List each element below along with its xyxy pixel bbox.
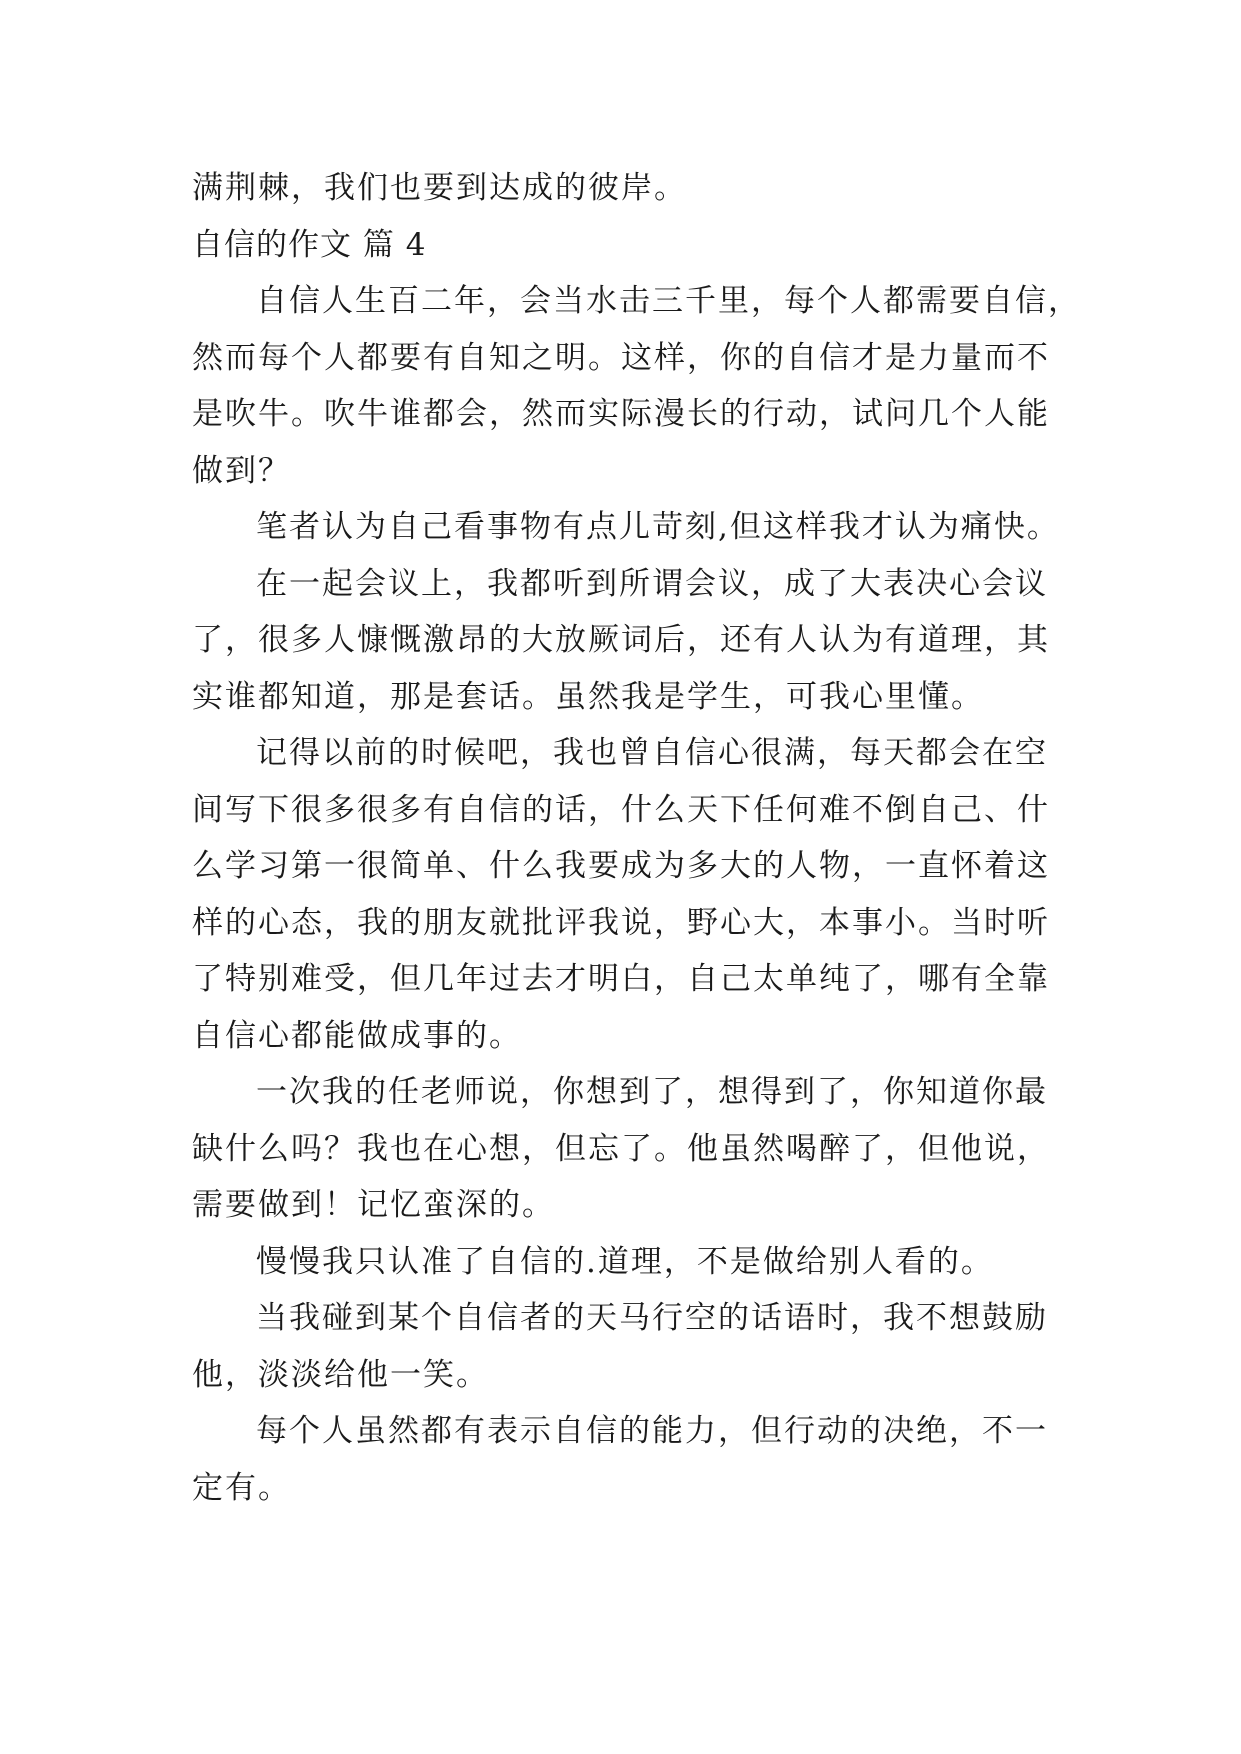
text-line: 是吹牛。吹牛谁都会，然而实际漫长的行动，试问几个人能 xyxy=(192,396,1050,432)
text-line: 么学习第一很简单、什么我要成为多大的人物，一直怀着这 xyxy=(192,848,1050,884)
text-line: 间写下很多很多有自信的话，什么天下任何难不倒自己、什 xyxy=(192,791,1050,828)
section-heading: 自信的作文 篇 4 xyxy=(192,226,427,263)
text-line: 自信人生百二年，会当水击三千里，每个人都需要自信， xyxy=(256,283,1081,319)
text-line: 他，淡淡给他一笑。 xyxy=(192,1356,489,1393)
text-line: 然而每个人都要有自知之明。这样，你的自信才是力量而不 xyxy=(192,339,1050,376)
text-line: 一次我的任老师说，你想到了，想得到了，你知道你最 xyxy=(256,1074,1048,1110)
text-line: 了特别难受，但几年过去才明白，自己太单纯了，哪有全靠 xyxy=(192,961,1050,997)
text-line: 定有。 xyxy=(192,1469,291,1506)
document-page xyxy=(192,160,1081,1516)
text-line: 笔者认为自己看事物有点儿苛刻,但这样我才认为痛快。 xyxy=(256,509,1060,545)
text-line: 记得以前的时候吧，我也曾自信心很满，每天都会在空 xyxy=(256,735,1048,771)
text-line: 在一起会议上，我都听到所谓会议，成了大表决心会议 xyxy=(256,565,1048,602)
text-line: 每个人虽然都有表示自信的能力，但行动的决绝，不一 xyxy=(256,1413,1048,1449)
text-line: 了，很多人慷慨激昂的大放厥词后，还有人认为有道理，其 xyxy=(192,622,1050,658)
text-line: 需要做到！记忆蛮深的。 xyxy=(192,1187,555,1223)
text-line: 实谁都知道，那是套话。虽然我是学生，可我心里懂。 xyxy=(192,678,984,715)
text-line: 自信心都能做成事的。 xyxy=(192,1017,522,1054)
text-line: 当我碰到某个自信者的天马行空的话语时，我不想鼓励 xyxy=(256,1300,1048,1336)
text-line: 做到？ xyxy=(192,452,291,489)
text-line: 样的心态，我的朋友就批评我说，野心大，本事小。当时听 xyxy=(192,904,1050,941)
text-line: 慢慢我只认准了自信的.道理，不是做给别人看的。 xyxy=(256,1243,994,1280)
text-line: 满荆棘，我们也要到达成的彼岸。 xyxy=(192,170,687,206)
text-line: 缺什么吗？我也在心想，但忘了。他虽然喝醉了，但他说， xyxy=(192,1130,1050,1167)
